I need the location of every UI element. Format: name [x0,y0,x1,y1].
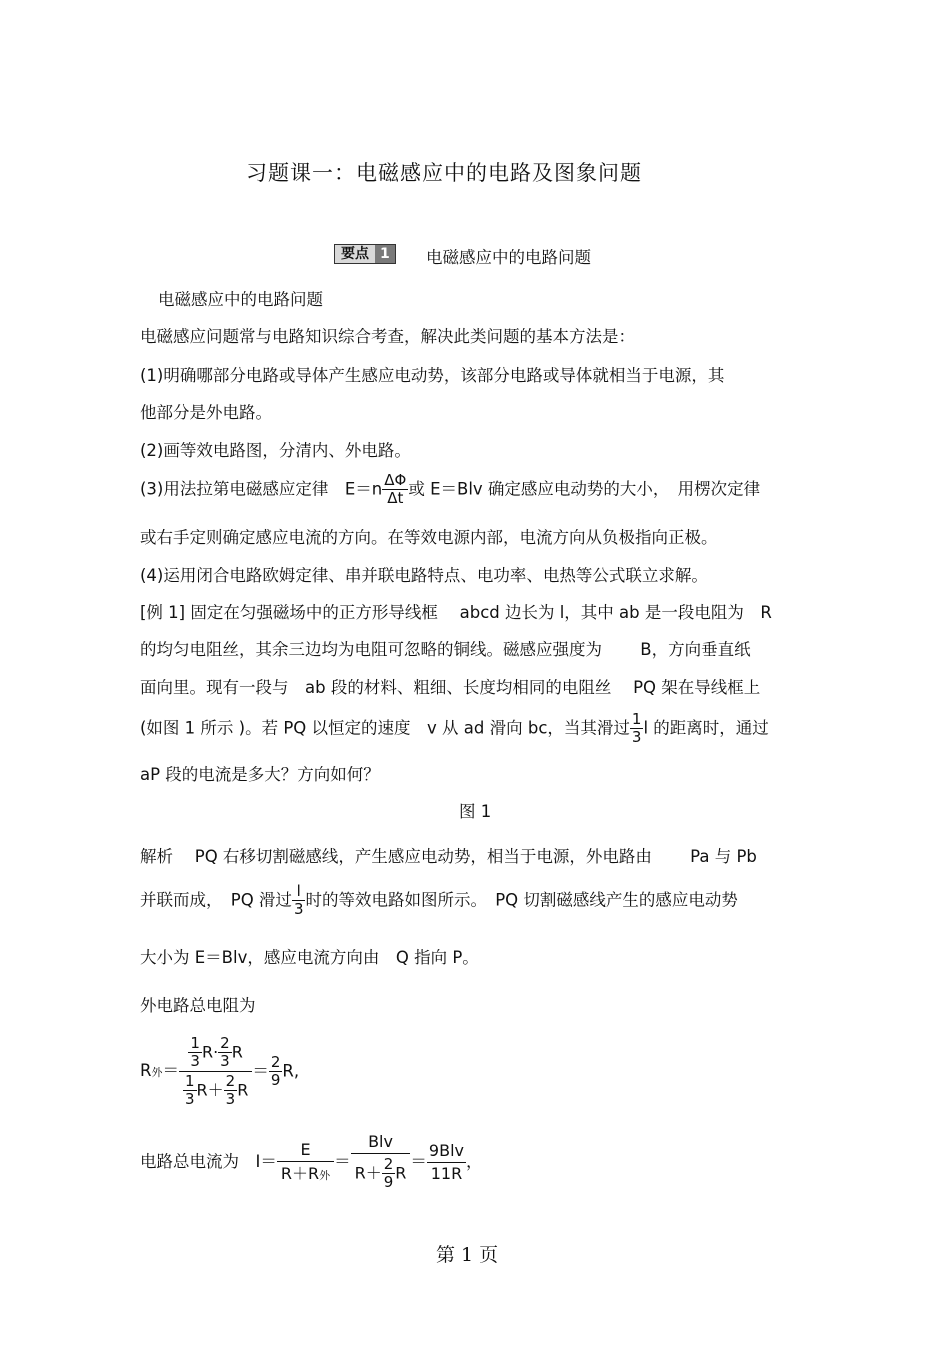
fraction-blv [351,1134,411,1190]
example-line-2: 的均匀电阻丝，其余三边均为电阻可忽略的铜线。磁感应强度为 B，方向垂直纸 [140,640,751,659]
fraction-denominator: 3 [220,1052,230,1070]
figure-caption: 图 1 [459,802,492,821]
denominator-text: R＋ [354,1163,382,1183]
fraction-denominator: 11R [430,1163,463,1183]
eq-equals: ＝ [162,1060,179,1080]
fraction-numerator: 9Blv [427,1143,466,1163]
fraction-denominator: Δt [387,489,404,507]
fraction-two-ninths [269,1055,283,1088]
fraction-two-thirds [224,1074,238,1107]
fraction-numerator: 2 [270,1053,281,1071]
solution-line-2-pre: 并联而成， PQ 滑过 [140,890,292,910]
denominator-subscript: 外 [319,1169,331,1182]
compound-fraction [179,1036,252,1107]
subheading: 电磁感应中的电路问题 [158,290,323,309]
intro-paragraph: 电磁感应问题常与电路知识综合考查，解决此类问题的基本方法是： [140,327,635,346]
badge-number: 1 [375,245,395,263]
page-number: 第 1 页 [436,1244,499,1266]
equation-total-current [140,1134,483,1190]
denominator-text: R＋R [280,1164,320,1183]
fraction-numerator: 2 [220,1034,230,1052]
fraction-denominator [277,1162,334,1182]
fraction-denominator: 9 [270,1071,281,1089]
section-badge [334,243,396,264]
fraction-two-thirds [218,1036,232,1069]
fraction-one-third [183,1074,197,1107]
step-2: (2)画等效电路图，分清内、外电路。 [140,441,411,460]
fraction-e-over-r [277,1142,334,1182]
eq-tail: ， [466,1152,483,1171]
example-line-3: 面向里。现有一段与 ab 段的材料、粗细、长度均相同的电阻丝 PQ 架在导线框上 [140,678,761,697]
fraction-numerator: 1 [190,1034,200,1052]
step-3-post: 或 E＝Blv 确定感应电动势的大小， 用楞次定律 [408,479,761,499]
step-3-line-2: 或右手定则确定感应电流的方向。在等效电源内部，电流方向从负极指向正极。 [140,528,718,547]
solution-line-2 [140,884,738,917]
eq-term: R, [282,1061,300,1081]
eq-term: R [231,1042,243,1062]
fraction-numerator: 1 [184,1072,195,1090]
page-title: 习题课一：电磁感应中的电路及图象问题 [246,161,642,185]
badge-label: 要点 [341,246,369,262]
eq-equals: ＝ [410,1152,427,1171]
fraction-numerator: 2 [383,1155,394,1173]
fraction-one-third [188,1036,202,1069]
fraction-denominator: 3 [225,1090,236,1108]
step-3-line-1 [140,473,760,506]
eq-equals: ＝ [252,1061,269,1081]
fraction-one-third [630,712,644,745]
denominator-text: R [395,1163,407,1183]
eq-term: R＋ [196,1080,224,1100]
step-1-line-2: 他部分是外电路。 [140,403,272,422]
example-line-1: [例 1] 固定在匀强磁场中的正方形导线框 abcd 边长为 l，其中 ab 是一段电阻为 R [140,603,772,622]
fraction-result [427,1140,466,1183]
fraction-numerator: E [277,1142,334,1162]
fraction-numerator: Blv [351,1134,411,1154]
eq-lhs: R [140,1060,152,1080]
example-line-4-pre: (如图 1 所示 )。若 PQ 以恒定的速度 v 从 ad 滑向 bc，当其滑过 [140,718,630,738]
eq-lhs-subscript: 外 [151,1065,163,1079]
equation-external-resistance [140,1036,299,1107]
fraction-denominator: 3 [631,728,642,746]
fraction-numerator: 2 [225,1072,236,1090]
solution-line-2-post: 时的等效电路如图所示。 PQ 切割磁感线产生的感应电动势 [305,890,738,910]
example-line-5: aP 段的电流是多大？方向如何？ [140,765,380,784]
solution-line-1: 解析 PQ 右移切割磁感线，产生感应电动势，相当于电源，外电路由 Pa 与 Pb [140,847,757,866]
step-3-pre: (3)用法拉第电磁感应定律 E＝n [140,479,383,499]
fraction-denominator: 9 [383,1173,394,1191]
example-line-4-post: l 的距离时，通过 [643,718,769,738]
compound-denominator [179,1072,252,1107]
fraction-numerator: 1 [631,710,642,728]
step-1-line-1: (1)明确哪部分电路或导体产生感应电动势，该部分电路或导体就相当于电源，其 [140,366,725,385]
fraction-two-ninths [382,1157,396,1190]
fraction-denominator: 3 [184,1090,195,1108]
example-line-4 [140,712,769,745]
section-heading: 电磁感应中的电路问题 [426,248,591,267]
solution-line-3: 大小为 E＝Blv，感应电流方向由 Q 指向 P。 [140,948,479,967]
fraction-numerator: ΔΦ [384,471,407,489]
fraction-l-third [292,884,306,917]
fraction-denominator: 3 [190,1052,200,1070]
eq-equals: ＝ [334,1152,351,1171]
eq-label: 电路总电流为 I＝ [140,1152,277,1171]
solution-line-4: 外电路总电阻为 [140,996,256,1015]
eq-term: R· [201,1042,219,1062]
fraction-denominator: 3 [293,900,304,918]
step-4: (4)运用闭合电路欧姆定律、串并联电路特点、电功率、电热等公式联立求解。 [140,566,708,585]
fraction-dphi-dt [382,473,408,506]
eq-term: R [237,1080,249,1100]
compound-numerator [179,1036,252,1072]
fraction-numerator: l [292,884,306,901]
fraction-denominator [351,1154,411,1190]
